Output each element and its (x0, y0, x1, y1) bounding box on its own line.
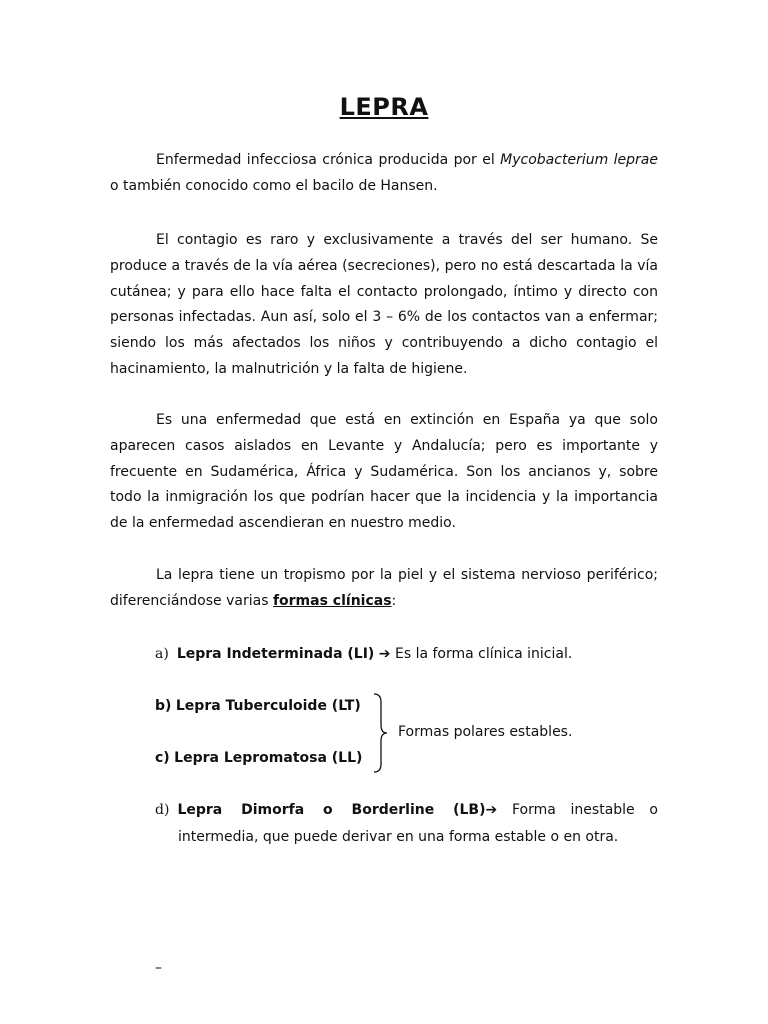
form-item-borderline-line1 (155, 797, 658, 824)
list-marker-a: a) (155, 646, 169, 662)
form-name-indeterminate: Lepra Indeterminada (LI) (176, 646, 375, 662)
arrow-right-icon: ➔ (485, 802, 498, 818)
paragraph-clinical-forms-text-after: : (391, 592, 397, 609)
form-name-tuberculoid: Lepra Tuberculoide (LT) (175, 698, 361, 714)
arrow-right-icon: ➔ (378, 646, 391, 662)
form-name-borderline: Lepra Dimorfa o Borderline (LB) (177, 802, 486, 818)
paragraph-definition-text-before: Enfermedad infecciosa crónica producida por el (156, 152, 501, 168)
form-item-indeterminate (155, 641, 572, 668)
paragraph-definition (110, 148, 658, 200)
form-item-borderline (155, 797, 658, 851)
document-title: LEPRA (339, 93, 429, 121)
paragraph-epidemiology: Es una enfermedad que está en extinción en España ya que solo aparecen casos aislados en Levante y Andalucía; pero es importante y frecuente en Sudamérica, África y Sudamérica. Son los ancianos y, sobre todo la inmigración los que podrían hacer que la incidencia y la importancia de la enfermedad ascendieran en nuestro medio. (110, 412, 658, 532)
form-description-borderline-line2: intermedia, que puede derivar en una forma estable o en otra. (178, 829, 619, 845)
footer-mark: – (155, 960, 162, 976)
paragraph-clinical-forms-text-before: La lepra tiene un tropismo por la piel y el sistema nervioso periférico; diferenciándose varias (110, 567, 658, 609)
paragraph-definition-text-after: o también conocido como el bacilo de Hansen. (110, 177, 438, 194)
form-description-borderline-word-2: inestable (570, 802, 635, 818)
list-marker-b: b) (155, 698, 172, 714)
clinical-forms-emphasis: formas clínicas (272, 592, 392, 609)
paragraph-contagion: El contagio es raro y exclusivamente a través del ser humano. Se produce a través de la vía aérea (secreciones), pero no está descartada la vía cutánea; y para ello hace falta el contacto prolongado, íntimo y directo con personas infectadas. Aun así, solo el 3 – 6% de los contactos van a enfermar; siendo los más afectados los niños y contribuyendo a dicho contagio el hacinamiento, la malnutrición y la falta de higiene. (110, 232, 658, 377)
form-description-indeterminate: Es la forma clínica inicial. (394, 646, 573, 662)
pathogen-name: Mycobacterium leprae (500, 152, 658, 168)
list-marker-d: d) (155, 802, 170, 818)
form-item-tuberculoid (155, 693, 361, 720)
form-name-lepromatous: Lepra Lepromatosa (LL) (174, 750, 363, 766)
list-marker-c: c) (155, 750, 170, 766)
form-description-borderline-word-1: Forma (511, 802, 556, 818)
polar-forms-label: Formas polares estables. (398, 724, 573, 740)
paragraph-clinical-forms-intro (110, 563, 658, 615)
right-brace-icon (372, 692, 392, 774)
form-item-borderline-heading (155, 797, 497, 824)
form-description-borderline-word-3: o (649, 802, 658, 818)
form-item-lepromatous (155, 745, 362, 772)
